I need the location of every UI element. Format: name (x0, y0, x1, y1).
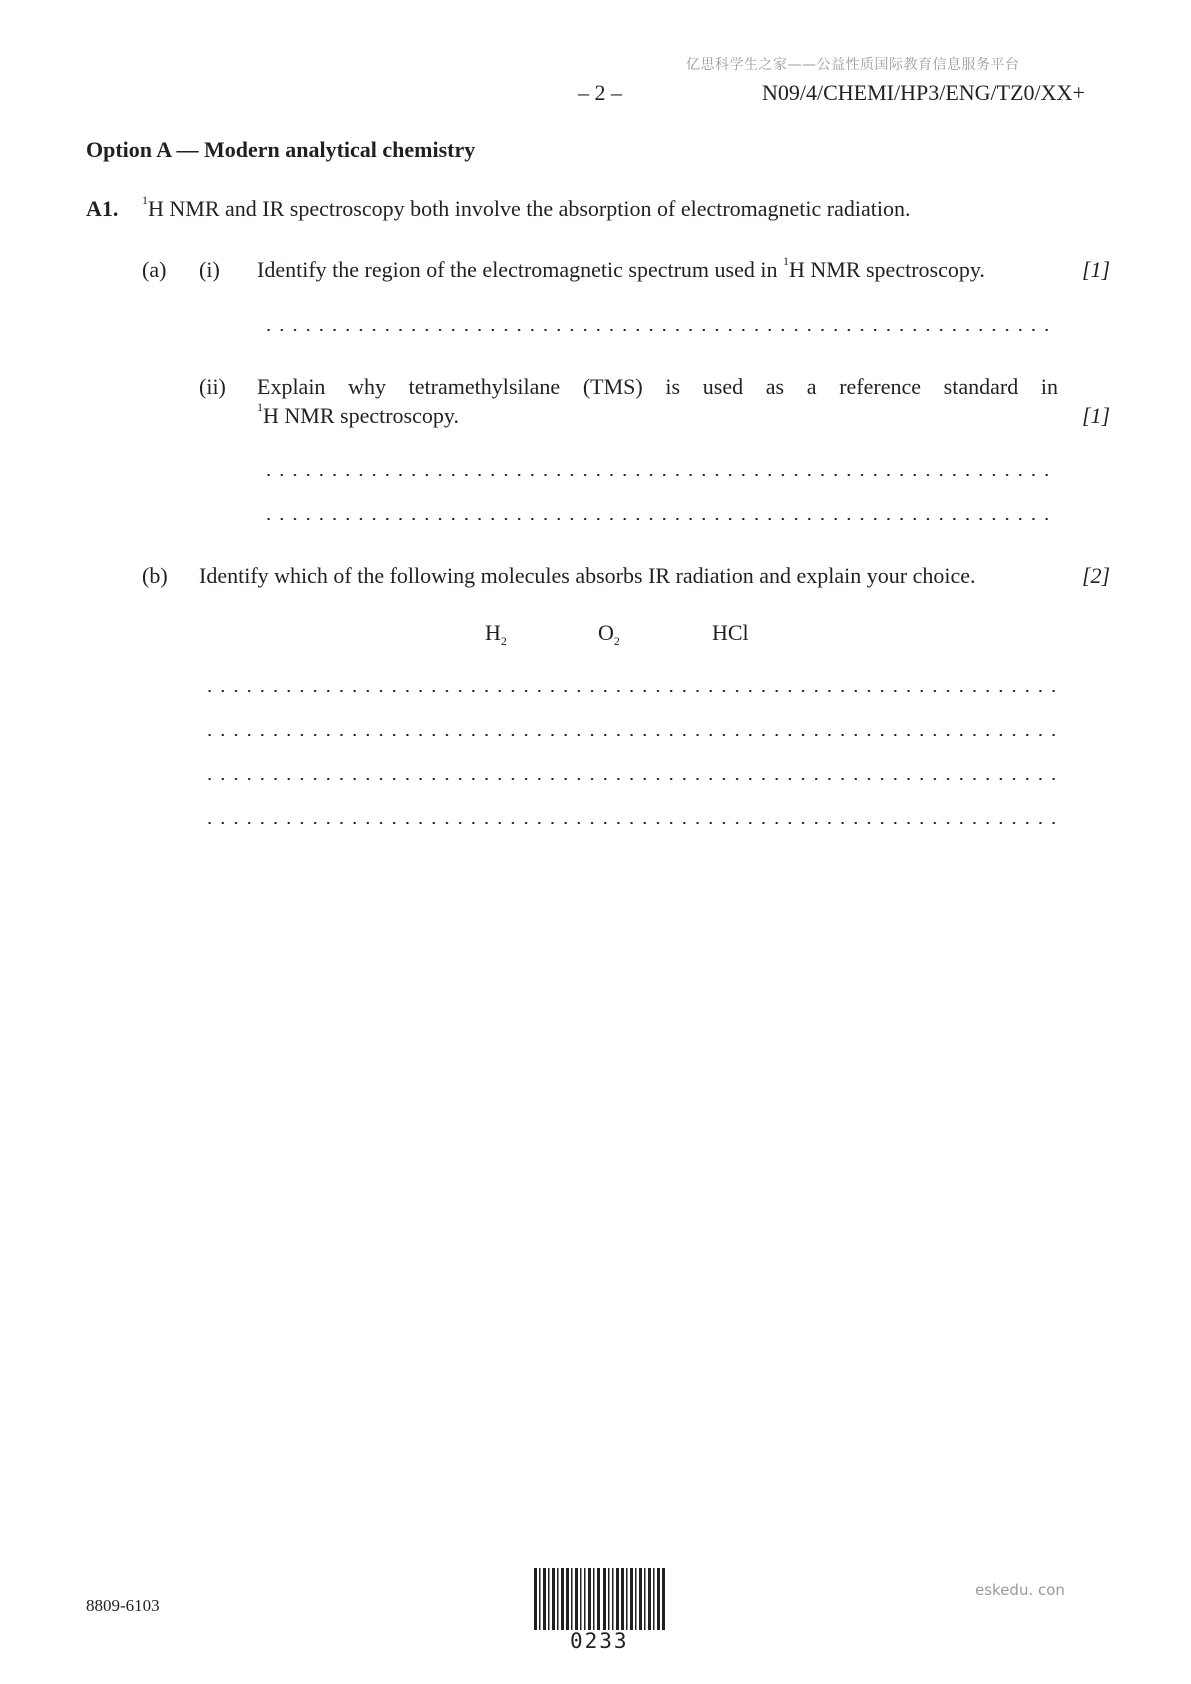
molecule-o2 (598, 620, 620, 647)
paper-code: N09/4/CHEMI/HP3/ENG/TZ0/XX+ (762, 80, 1085, 105)
question-stem (142, 193, 911, 222)
molecule-symbol: H (485, 620, 501, 645)
part-a-i-text-before: Identify the region of the electromagnetic spectrum used in (257, 257, 783, 282)
answer-line[interactable] (262, 474, 1058, 476)
part-a-ii-marks: [1] (1082, 403, 1111, 428)
page-number: – 2 – (578, 80, 622, 105)
barcode-image (534, 1568, 666, 1630)
section-title: Option A — Modern analytical chemistry (86, 137, 476, 162)
part-b-marks: [2] (1082, 563, 1111, 588)
part-a-ii-line2 (257, 400, 459, 429)
molecule-hcl (712, 620, 749, 646)
barcode-number: 0233 (570, 1629, 629, 1653)
molecule-subscript: 2 (613, 634, 620, 648)
part-a-label: (a) (142, 257, 167, 282)
molecule-symbol: HCl (712, 620, 749, 645)
part-a-i-text-after: H NMR spectroscopy. (788, 257, 985, 282)
answer-line[interactable] (203, 778, 1058, 780)
answer-line[interactable] (262, 329, 1058, 331)
question-stem-text: H NMR and IR spectroscopy both involve the absorption of electromagnetic radiation. (148, 196, 911, 221)
isotope-superscript: 1 (782, 254, 789, 268)
part-a-ii-label: (ii) (199, 374, 226, 399)
footer-code: 8809-6103 (86, 1596, 160, 1615)
part-a-ii-line2-text: H NMR spectroscopy. (263, 403, 459, 428)
answer-line[interactable] (203, 734, 1058, 736)
footer-site: eskedu. con (975, 1581, 1065, 1599)
molecule-subscript: 2 (500, 634, 507, 648)
part-a-i-label: (i) (199, 257, 220, 282)
answer-line[interactable] (262, 518, 1058, 520)
part-a-i-marks: [1] (1082, 257, 1111, 282)
part-b-question: Identify which of the following molecules absorbs IR radiation and explain your choice. (199, 563, 976, 588)
question-number: A1. (86, 196, 119, 221)
watermark-text: 亿思科学生之家——公益性质国际教育信息服务平台 (686, 57, 1020, 73)
answer-line[interactable] (203, 822, 1058, 824)
answer-line[interactable] (203, 690, 1058, 692)
part-b-label: (b) (142, 563, 168, 588)
molecule-h2 (485, 620, 507, 647)
part-a-i-question (257, 254, 985, 283)
isotope-superscript: 1 (142, 193, 148, 207)
molecule-symbol: O (598, 620, 614, 645)
part-a-ii-line1: Explain why tetramethylsilane (TMS) is used as a reference standard in (257, 374, 1058, 399)
isotope-superscript: 1 (257, 400, 263, 414)
